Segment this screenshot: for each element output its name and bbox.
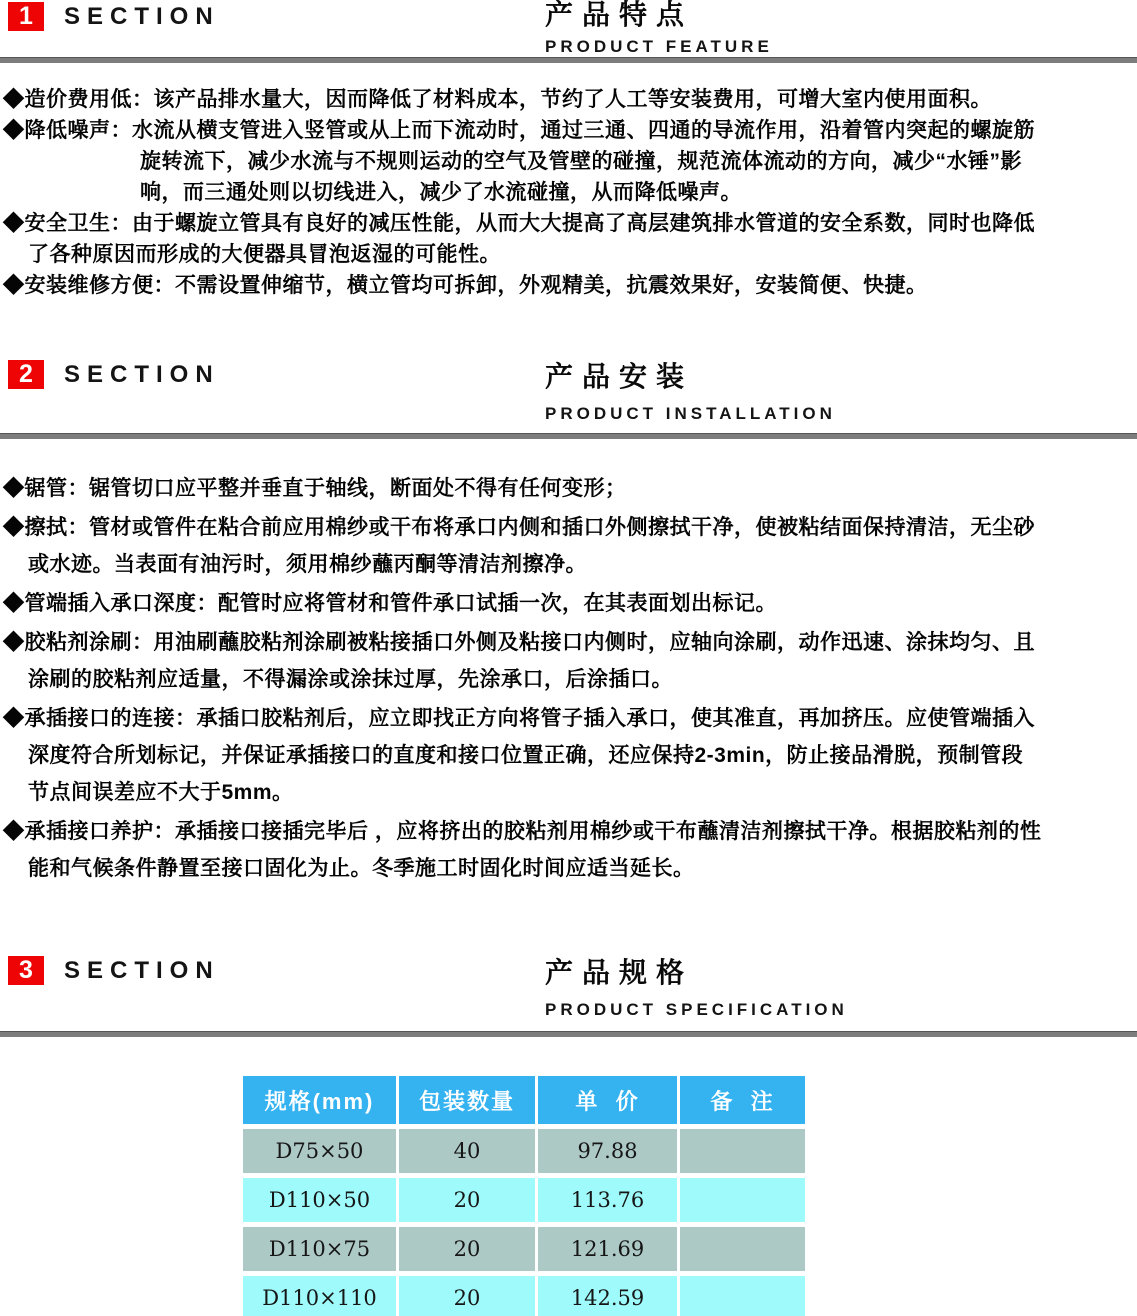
table-cell xyxy=(680,1276,805,1316)
table-cell: 97.88 xyxy=(538,1129,677,1173)
bullet-paragraph xyxy=(3,208,1135,270)
table-header-cell: 包装数量 xyxy=(399,1076,535,1124)
table-header-cell: 规格(mm) xyxy=(243,1076,396,1124)
section-3-title-en: PRODUCT SPECIFICATION xyxy=(545,1000,848,1019)
bullet-paragraph xyxy=(3,700,1135,811)
section-3-titles xyxy=(545,958,848,1020)
section-2-titles xyxy=(545,362,836,424)
section-2-title-cn: 产品安装 xyxy=(545,361,694,392)
bullet-line: 涂刷的胶粘剂应适量，不得漏涂或涂抹过厚，先涂承口，后涂插口。 xyxy=(28,668,673,691)
bullet-paragraph xyxy=(3,84,1135,115)
table-cell: 40 xyxy=(399,1129,535,1173)
bullet-line: ◆承插接口养护：承插接口接插完毕后 ，应将挤出的胶粘剂用棉纱或干布蘸清洁剂擦拭干净。根据胶粘剂的性 xyxy=(3,820,1042,843)
section-3-label: SECTION xyxy=(64,957,220,984)
section-1-number-badge: 1 xyxy=(8,2,44,31)
bullet-paragraph xyxy=(3,115,1135,208)
table-cell xyxy=(680,1178,805,1222)
section-1-title-en: PRODUCT FEATURE xyxy=(545,37,773,56)
bullet-line: ◆安全卫生：由于螺旋立管具有良好的减压性能，从而大大提高了高层建筑排水管道的安全系数，同时也降低 xyxy=(3,212,1035,235)
bullet-line: 响，而三通处则以切线进入，减少了水流碰撞，从而降低噪声。 xyxy=(140,181,742,204)
bullet-line: 了各种原因而形成的大便器具冒泡返湿的可能性。 xyxy=(28,243,501,266)
bullet-paragraph xyxy=(3,585,1135,622)
table-cell: D75×50 xyxy=(243,1129,396,1173)
bullet-paragraph xyxy=(3,624,1135,698)
section-3-number-badge: 3 xyxy=(8,956,44,985)
table-cell xyxy=(680,1227,805,1271)
bullet-line: ◆造价费用低：该产品排水量大，因而降低了材料成本，节约了人工等安装费用，可增大室内使用面积。 xyxy=(3,88,992,111)
section-3-title-cn: 产品规格 xyxy=(545,957,694,988)
bullet-line: 或水迹。当表面有油污时，须用棉纱蘸丙酮等清洁剂擦净。 xyxy=(28,553,587,576)
section-2-number-badge: 2 xyxy=(8,360,44,389)
bullet-paragraph xyxy=(3,813,1135,887)
table-cell: 20 xyxy=(399,1178,535,1222)
section-1-titles xyxy=(545,0,773,57)
bullet-line: 深度符合所划标记，并保证承插接口的直度和接口位置正确，还应保持2-3min，防止接品滑脱，预制管段 xyxy=(28,744,1024,767)
bullet-line: 旋转流下，减少水流与不规则运动的空气及管壁的碰撞，规范流体流动的方向，减少“水锤”影 xyxy=(140,150,1022,173)
installation-bullet-list xyxy=(3,470,1135,889)
table-cell: D110×50 xyxy=(243,1178,396,1222)
table-cell: D110×75 xyxy=(243,1227,396,1271)
table-cell: 121.69 xyxy=(538,1227,677,1271)
table-cell: 113.76 xyxy=(538,1178,677,1222)
table-header-cell: 单 价 xyxy=(538,1076,677,1124)
bullet-line: ◆承插接口的连接：承插口胶粘剂后，应立即找正方向将管子插入承口，使其准直，再加挤压。应使管端插入 xyxy=(3,707,1035,730)
divider-3 xyxy=(0,1031,1137,1037)
section-2-label: SECTION xyxy=(64,361,220,388)
section-2-header xyxy=(0,358,1137,423)
section-1-title-cn: 产品特点 xyxy=(545,0,694,30)
bullet-line: ◆安装维修方便：不需设置伸缩节，横立管均可拆卸，外观精美，抗震效果好，安装简便、快捷。 xyxy=(3,274,928,297)
bullet-paragraph xyxy=(3,270,1135,301)
bullet-line: ◆管端插入承口深度：配管时应将管材和管件承口试插一次，在其表面划出标记。 xyxy=(3,592,777,615)
bullet-line: ◆锯管：锯管切口应平整并垂直于轴线，断面处不得有任何变形； xyxy=(3,477,627,500)
spec-table xyxy=(243,1076,805,1316)
section-1-label: SECTION xyxy=(64,3,220,30)
table-cell: 20 xyxy=(399,1227,535,1271)
section-3-header xyxy=(0,954,1137,1019)
table-cell: 20 xyxy=(399,1276,535,1316)
bullet-line: ◆降低噪声：水流从横支管进入竖管或从上而下流动时，通过三通、四通的导流作用，沿着管内突起的螺旋筋 xyxy=(3,119,1035,142)
bullet-line: ◆胶粘剂涂刷：用油刷蘸胶粘剂涂刷被粘接插口外侧及粘接口内侧时，应轴向涂刷，动作迅速、涂抹均匀、且 xyxy=(3,631,1035,654)
divider-1 xyxy=(0,57,1137,63)
section-2-title-en: PRODUCT INSTALLATION xyxy=(545,404,836,423)
bullet-paragraph xyxy=(3,470,1135,507)
table-header-cell: 备 注 xyxy=(680,1076,805,1124)
bullet-line: 节点间误差应不大于5mm。 xyxy=(28,781,294,804)
table-cell xyxy=(680,1129,805,1173)
table-cell: D110×110 xyxy=(243,1276,396,1316)
bullet-paragraph xyxy=(3,509,1135,583)
bullet-line: 能和气候条件静置至接口固化为止。冬季施工时固化时间应适当延长。 xyxy=(28,857,695,880)
divider-2 xyxy=(0,433,1137,439)
bullet-line: ◆擦拭：管材或管件在粘合前应用棉纱或干布将承口内侧和插口外侧擦拭干净，使被粘结面保持清洁，无尘砂 xyxy=(3,516,1035,539)
table-cell: 142.59 xyxy=(538,1276,677,1316)
section-1-header xyxy=(0,0,1137,60)
feature-bullet-list xyxy=(3,84,1135,301)
